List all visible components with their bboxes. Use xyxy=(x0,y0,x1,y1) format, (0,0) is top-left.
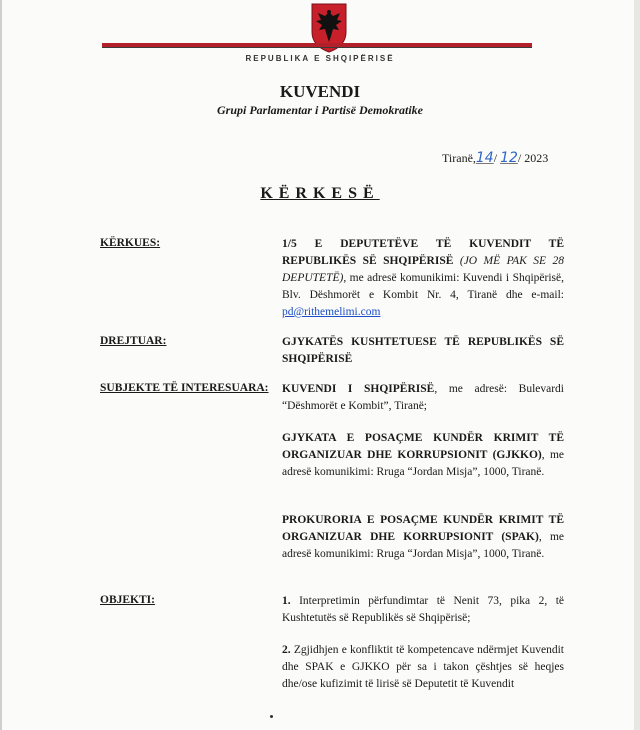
objekti-point-2-text: Zgjidhjen e konfliktit të kompetencave ndërmjet Kuvendit dhe SPAK e GJKKO për sa i takon çështjes së heqjes dhe/ose kufizimit të lirisë së Deputetit të Kuvendit xyxy=(282,644,564,690)
kerkues-body xyxy=(282,236,564,321)
date-day-handwritten: 14 xyxy=(475,150,494,166)
kerkues-bold: 1/5 E DEPUTETËVE TË KUVENDIT TË REPUBLIKËS SË SHQIPËRISË xyxy=(282,238,564,267)
kerkues-text: , me adresë komunikimi: Kuvendi i Shqipërisë, Blv. Dëshmorët e Kombit Nr. 4, Tiranë dhe e-mail: xyxy=(282,272,564,301)
group-subtitle: Grupi Parlamentar i Partisë Demokratike xyxy=(216,103,423,117)
objekti-point-2-number: 2. xyxy=(282,644,291,656)
header-rule-dark xyxy=(102,47,532,48)
objekti-label: OBJEKTI: xyxy=(100,594,155,606)
institution-title: KUVENDI xyxy=(279,82,361,101)
subjekt-1-address: , me adresë: Bulevardi “Dëshmorët e Kombit”, Tiranë; xyxy=(282,383,565,412)
kerkues-email-link[interactable]: pd@rithemelimi.com xyxy=(282,306,381,318)
objekti-point-2 xyxy=(282,642,564,693)
objekti-point-1-text: Interpretimin përfundimtar të Nenit 73, pika 2, të Kushtetutës së Republikës së Shqipërisë; xyxy=(282,595,564,624)
subjekt-2 xyxy=(282,430,564,481)
kerkues-italic: (JO MË PAK SE 28 DEPUTETË) xyxy=(282,255,565,284)
subjekt-3 xyxy=(282,512,564,563)
subjekt-1 xyxy=(282,381,564,415)
date-year: 2023 xyxy=(524,151,549,165)
objekti-point-1 xyxy=(282,593,564,627)
subjekt-3-address: , me adresë komunikimi: Rruga “Jordan Misja”, 1000, Tiranë. xyxy=(282,531,564,560)
subjekt-1-name: KUVENDI I SHQIPËRISË xyxy=(282,383,435,395)
kerkues-label: KËRKUES: xyxy=(100,237,161,249)
objekti-point-1-number: 1. xyxy=(282,595,291,607)
subjekt-3-name: PROKURORIA E POSAÇME KUNDËR KRIMIT TË ORGANIZUAR DHE KORRUPSIONIT (SPAK) xyxy=(282,514,564,543)
date-place: Tiranë, xyxy=(442,151,476,165)
subjekt-2-address: , me adresë komunikimi: Rruga “Jordan Misja”, 1000, Tiranë. xyxy=(282,449,564,478)
republic-caption: REPUBLIKA E SHQIPËRISË xyxy=(245,54,395,63)
document-title: KËRKESË xyxy=(260,185,380,202)
subjekt-2-name: GJYKATA E POSAÇME KUNDËR KRIMIT TË ORGANIZUAR DHE KORRUPSIONIT (GJKKO) xyxy=(282,432,564,461)
date-month-handwritten: 12 xyxy=(500,150,518,166)
document-date: Tiranë,14/ 12/ 2023 xyxy=(442,150,549,166)
subjekte-label: SUBJEKTE TË INTERESUARA: xyxy=(100,382,269,394)
drejtuar-body: GJYKATËS KUSHTETUESE TË REPUBLIKËS SË SHQIPËRISË xyxy=(282,336,564,365)
drejtuar-label: DREJTUAR: xyxy=(100,335,167,347)
page-mark xyxy=(270,715,273,718)
